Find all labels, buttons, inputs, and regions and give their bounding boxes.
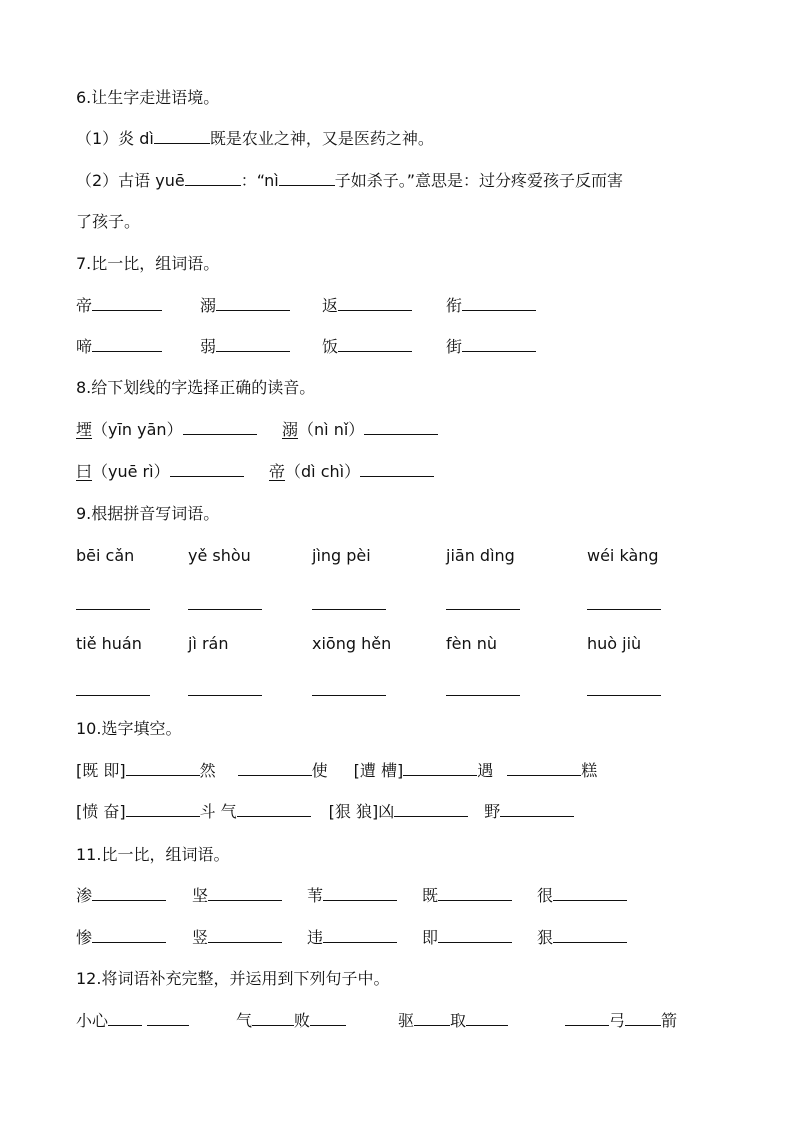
answer-blank[interactable] <box>462 296 536 311</box>
pinyin-label: xiōng hěn <box>312 634 392 653</box>
pinyin-options: （nì nǐ） <box>298 420 365 439</box>
answer-blank[interactable] <box>462 337 536 352</box>
q8-item <box>76 461 244 483</box>
q7-item <box>322 295 412 317</box>
pinyin-label: tiě huán <box>76 634 142 653</box>
underlined-char: 帝 <box>269 462 286 481</box>
char: 野 <box>484 802 501 821</box>
choice-pair: [愤 奋] <box>76 802 126 821</box>
q6-s2-mid: ：“nì <box>240 171 279 190</box>
char: 然 <box>199 761 216 780</box>
chars: 小心 <box>76 1011 109 1030</box>
q10-line-1 <box>76 760 597 782</box>
char: 衔 <box>446 296 463 315</box>
pinyin-label: jiān dìng <box>446 546 515 565</box>
answer-blank[interactable] <box>92 928 166 943</box>
pinyin-options: （dì chì） <box>285 462 361 481</box>
char: 既 <box>422 886 439 905</box>
char: 狠 <box>537 928 554 947</box>
q6-sentence-2-cont: 了孩子。 <box>76 212 141 231</box>
char: 糕 <box>581 761 598 780</box>
char: 即 <box>422 928 439 947</box>
answer-blank[interactable] <box>312 695 386 696</box>
answer-blank[interactable] <box>394 802 468 817</box>
q12-title: 12.将词语补充完整，并运用到下列句子中。 <box>76 969 390 988</box>
q11-item <box>76 885 166 907</box>
q12-item <box>398 1010 508 1032</box>
q11-item <box>422 885 512 907</box>
answer-blank[interactable] <box>414 1011 450 1026</box>
answer-blank[interactable] <box>279 171 335 186</box>
q10-line-2 <box>76 801 574 823</box>
q6-s2-suffix: 子如杀子。”意思是：过分疼爱孩子反而害 <box>334 171 624 190</box>
answer-blank[interactable] <box>312 609 386 610</box>
answer-blank[interactable] <box>92 886 166 901</box>
q7-item <box>446 336 536 358</box>
answer-blank[interactable] <box>553 928 627 943</box>
char: 啼 <box>76 337 93 356</box>
char: 帝 <box>76 296 93 315</box>
pinyin-label: fèn nù <box>446 634 497 653</box>
chars: 斗 气 <box>199 802 237 821</box>
answer-blank[interactable] <box>216 337 290 352</box>
q6-s1-suffix: 既是农业之神，又是医药之神。 <box>209 129 434 148</box>
q11-item <box>307 927 397 949</box>
answer-blank[interactable] <box>587 609 661 610</box>
answer-blank[interactable] <box>208 928 282 943</box>
answer-blank[interactable] <box>500 802 574 817</box>
q7-item <box>76 295 162 317</box>
char: 苇 <box>307 886 324 905</box>
choice-pair: [既 即] <box>76 761 126 780</box>
q11-item <box>192 927 282 949</box>
q11-item <box>307 885 397 907</box>
q12-item <box>236 1010 346 1032</box>
char: 惨 <box>76 928 93 947</box>
pinyin-label: wéi kàng <box>587 546 659 565</box>
answer-blank[interactable] <box>92 296 162 311</box>
answer-blank[interactable] <box>338 296 412 311</box>
char: 气 <box>236 1011 253 1030</box>
char: 驱 <box>398 1011 415 1030</box>
choice-pair: [狠 狼]凶 <box>328 802 395 821</box>
answer-blank[interactable] <box>553 886 627 901</box>
char: 弓 <box>609 1011 626 1030</box>
char: 很 <box>537 886 554 905</box>
answer-blank[interactable] <box>438 886 512 901</box>
q7-item <box>76 336 162 358</box>
q11-item <box>76 927 166 949</box>
pinyin-options: （yuē rì） <box>92 462 170 481</box>
answer-blank[interactable] <box>565 1011 609 1026</box>
answer-blank[interactable] <box>252 1011 294 1026</box>
char: 饭 <box>322 337 339 356</box>
answer-blank[interactable] <box>238 761 312 776</box>
underlined-char: 溺 <box>282 420 299 439</box>
q7-item <box>200 336 290 358</box>
q12-item <box>76 1010 189 1032</box>
answer-blank[interactable] <box>403 761 477 776</box>
answer-blank[interactable] <box>466 1011 508 1026</box>
answer-blank[interactable] <box>237 802 311 817</box>
answer-blank[interactable] <box>323 928 397 943</box>
char: 坚 <box>192 886 209 905</box>
answer-blank[interactable] <box>216 296 290 311</box>
char: 弱 <box>200 337 217 356</box>
answer-blank[interactable] <box>147 1011 189 1026</box>
q11-item <box>537 927 627 949</box>
answer-blank[interactable] <box>170 462 244 477</box>
answer-blank[interactable] <box>183 420 257 435</box>
char: 返 <box>322 296 339 315</box>
answer-blank[interactable] <box>360 462 434 477</box>
q11-title: 11.比一比，组词语。 <box>76 845 230 864</box>
q11-item <box>537 885 627 907</box>
char: 竖 <box>192 928 209 947</box>
pinyin-options: （yīn yān） <box>92 420 183 439</box>
answer-blank[interactable] <box>126 802 200 817</box>
q6-sentence-1 <box>76 128 434 150</box>
q8-item <box>76 419 257 441</box>
choice-pair: [遭 槽] <box>353 761 404 780</box>
q6-s2-prefix: （2）古语 yuē <box>76 171 185 190</box>
answer-blank[interactable] <box>438 928 512 943</box>
answer-blank[interactable] <box>108 1011 142 1026</box>
pinyin-label: yě shòu <box>188 546 251 565</box>
q9-title: 9.根据拼音写词语。 <box>76 504 220 523</box>
q8-item <box>269 461 434 483</box>
char: 败 <box>294 1011 311 1030</box>
char: 箭 <box>661 1011 678 1030</box>
answer-blank[interactable] <box>92 337 162 352</box>
answer-blank[interactable] <box>446 609 520 610</box>
answer-blank[interactable] <box>76 609 150 610</box>
char: 街 <box>446 337 463 356</box>
q6-title: 6.让生字走进语境。 <box>76 88 220 107</box>
q6-s1-prefix: （1）炎 dì <box>76 129 154 148</box>
q10-title: 10.选字填空。 <box>76 719 182 738</box>
answer-blank[interactable] <box>154 129 210 144</box>
answer-blank[interactable] <box>338 337 412 352</box>
q6-sentence-2 <box>76 170 623 192</box>
answer-blank[interactable] <box>126 761 200 776</box>
char: 使 <box>311 761 328 780</box>
answer-blank[interactable] <box>507 761 581 776</box>
q7-item <box>446 295 536 317</box>
answer-blank[interactable] <box>208 886 282 901</box>
answer-blank[interactable] <box>188 695 262 696</box>
answer-blank[interactable] <box>310 1011 346 1026</box>
underlined-char: 曰 <box>76 462 93 481</box>
q7-item <box>200 295 290 317</box>
answer-blank[interactable] <box>185 171 241 186</box>
pinyin-label: huò jiù <box>587 634 642 653</box>
char: 渗 <box>76 886 93 905</box>
pinyin-label: jìng pèi <box>312 546 371 565</box>
answer-blank[interactable] <box>364 420 438 435</box>
char: 溺 <box>200 296 217 315</box>
answer-blank[interactable] <box>76 695 150 696</box>
answer-blank[interactable] <box>323 886 397 901</box>
char: 取 <box>450 1011 467 1030</box>
q11-item <box>422 927 512 949</box>
q8-title: 8.给下划线的字选择正确的读音。 <box>76 378 316 397</box>
q8-item <box>282 419 438 441</box>
answer-blank[interactable] <box>188 609 262 610</box>
q11-item <box>192 885 282 907</box>
char: 违 <box>307 928 324 947</box>
q7-title: 7.比一比，组词语。 <box>76 254 220 273</box>
answer-blank[interactable] <box>446 695 520 696</box>
q12-item <box>565 1010 677 1032</box>
answer-blank[interactable] <box>587 695 661 696</box>
underlined-char: 堙 <box>76 420 93 439</box>
char: 遇 <box>477 761 494 780</box>
pinyin-label: jì rán <box>188 634 229 653</box>
q7-item <box>322 336 412 358</box>
pinyin-label: bēi cǎn <box>76 546 135 565</box>
answer-blank[interactable] <box>625 1011 661 1026</box>
